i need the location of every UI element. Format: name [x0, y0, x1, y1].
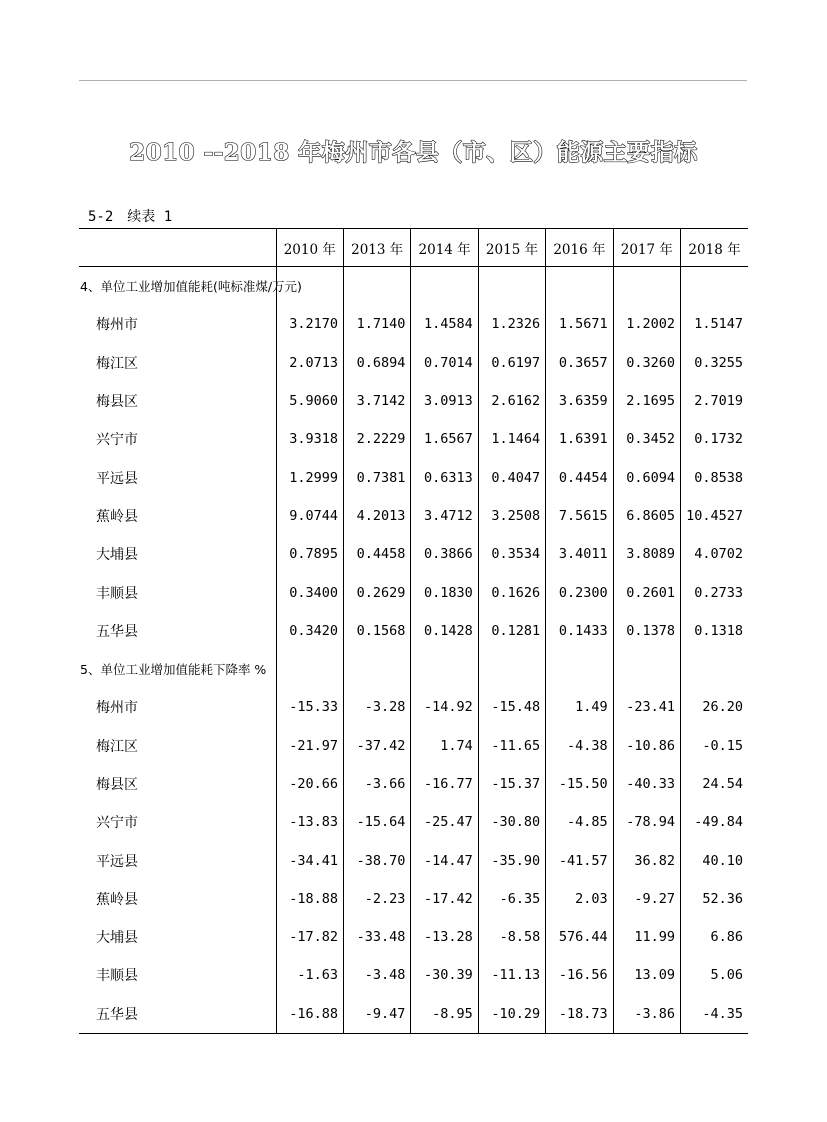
region-name: 蕉岭县	[96, 508, 138, 525]
energy-indicator-table	[79, 228, 748, 1034]
value-cell: -2.23	[343, 880, 410, 918]
value-cell: 0.1830	[411, 573, 478, 611]
table-row	[79, 612, 748, 650]
header-cell-blank	[79, 229, 276, 267]
value-cell: -11.65	[478, 727, 545, 765]
value-cell: 3.7142	[343, 382, 410, 420]
value-cell: -13.83	[276, 803, 343, 841]
table-row	[79, 458, 748, 496]
value-cell: -8.95	[411, 995, 478, 1034]
value-cell: 4.0702	[681, 535, 748, 573]
value-cell: -15.37	[478, 765, 545, 803]
table-row	[79, 995, 748, 1034]
empty-cell	[411, 650, 478, 688]
value-cell: -33.48	[343, 918, 410, 956]
value-cell: 9.0744	[276, 497, 343, 535]
value-cell: 3.4011	[546, 535, 613, 573]
value-cell: 0.1433	[546, 612, 613, 650]
value-cell: 36.82	[613, 841, 680, 879]
value-cell: -15.33	[276, 688, 343, 726]
value-cell: 0.6313	[411, 458, 478, 496]
empty-cell	[411, 267, 478, 306]
empty-cell	[681, 650, 748, 688]
value-cell: -13.28	[411, 918, 478, 956]
empty-cell	[613, 650, 680, 688]
value-cell: -1.63	[276, 956, 343, 994]
header-cell-year: 2013 年	[343, 229, 410, 267]
value-cell: 0.3400	[276, 573, 343, 611]
value-cell: 5.06	[681, 956, 748, 994]
header-cell-year: 2010 年	[276, 229, 343, 267]
region-name: 梅县区	[96, 777, 138, 793]
value-cell: -30.80	[478, 803, 545, 841]
table-body	[79, 267, 748, 1034]
value-cell: -9.27	[613, 880, 680, 918]
value-cell: 0.3255	[681, 344, 748, 382]
value-cell: 0.1626	[478, 573, 545, 611]
value-cell: 1.7140	[343, 305, 410, 343]
value-cell: 52.36	[681, 880, 748, 918]
value-cell: 2.1695	[613, 382, 680, 420]
value-cell: -4.35	[681, 995, 748, 1034]
table-row	[79, 535, 748, 573]
value-cell: 5.9060	[276, 382, 343, 420]
value-cell: 0.2629	[343, 573, 410, 611]
value-cell: 2.03	[546, 880, 613, 918]
value-cell: 3.2170	[276, 305, 343, 343]
value-cell: -14.47	[411, 841, 478, 879]
value-cell: -41.57	[546, 841, 613, 879]
value-cell: -49.84	[681, 803, 748, 841]
value-cell: 3.6359	[546, 382, 613, 420]
value-cell: 0.2300	[546, 573, 613, 611]
value-cell: -0.15	[681, 727, 748, 765]
table-header-row	[79, 229, 748, 267]
table-row	[79, 841, 748, 879]
value-cell: 40.10	[681, 841, 748, 879]
value-cell: -34.41	[276, 841, 343, 879]
value-cell: 1.2326	[478, 305, 545, 343]
table-number: 5-2	[88, 209, 114, 225]
value-cell: 0.4454	[546, 458, 613, 496]
value-cell: -17.42	[411, 880, 478, 918]
value-cell: 0.2733	[681, 573, 748, 611]
value-cell: -40.33	[613, 765, 680, 803]
value-cell: -6.35	[478, 880, 545, 918]
header-cell-year: 2018 年	[681, 229, 748, 267]
region-name: 梅县区	[96, 394, 138, 411]
section-heading: 5、单位工业增加值能耗下降率 %	[80, 662, 267, 678]
value-cell: -15.50	[546, 765, 613, 803]
header-cell-year: 2014 年	[411, 229, 478, 267]
table-row	[79, 344, 748, 382]
value-cell: 0.3534	[478, 535, 545, 573]
empty-cell	[478, 267, 545, 306]
value-cell: 0.7895	[276, 535, 343, 573]
value-cell: 24.54	[681, 765, 748, 803]
region-name: 蕉岭县	[96, 891, 138, 908]
region-name: 丰顺县	[96, 968, 138, 985]
value-cell: 1.1464	[478, 420, 545, 458]
value-cell: 0.7381	[343, 458, 410, 496]
empty-cell	[343, 267, 410, 306]
value-cell: -3.86	[613, 995, 680, 1034]
value-cell: 3.4712	[411, 497, 478, 535]
value-cell: -16.88	[276, 995, 343, 1034]
value-cell: 11.99	[613, 918, 680, 956]
table-row	[79, 880, 748, 918]
value-cell: 0.1318	[681, 612, 748, 650]
value-cell: 3.2508	[478, 497, 545, 535]
value-cell: -15.48	[478, 688, 545, 726]
table-row	[79, 727, 748, 765]
value-cell: 0.7014	[411, 344, 478, 382]
value-cell: 1.5671	[546, 305, 613, 343]
value-cell: 576.44	[546, 918, 613, 956]
value-cell: -18.88	[276, 880, 343, 918]
top-rule	[79, 80, 747, 81]
table-row	[79, 688, 748, 726]
value-cell: -23.41	[613, 688, 680, 726]
table-row	[79, 573, 748, 611]
value-cell: -17.82	[276, 918, 343, 956]
value-cell: 0.4047	[478, 458, 545, 496]
value-cell: 0.1378	[613, 612, 680, 650]
value-cell: 2.0713	[276, 344, 343, 382]
value-cell: 0.8538	[681, 458, 748, 496]
region-name: 大埔县	[96, 547, 138, 564]
value-cell: 1.2002	[613, 305, 680, 343]
value-cell: 0.1568	[343, 612, 410, 650]
value-cell: 2.7019	[681, 382, 748, 420]
value-cell: 0.6197	[478, 344, 545, 382]
region-name: 兴宁市	[96, 432, 138, 449]
empty-cell	[343, 650, 410, 688]
value-cell: -15.64	[343, 803, 410, 841]
value-cell: -30.39	[411, 956, 478, 994]
region-name: 五华县	[96, 623, 138, 640]
value-cell: -37.42	[343, 727, 410, 765]
value-cell: 13.09	[613, 956, 680, 994]
value-cell: 0.3657	[546, 344, 613, 382]
value-cell: 26.20	[681, 688, 748, 726]
header-cell-year: 2016 年	[546, 229, 613, 267]
value-cell: -10.86	[613, 727, 680, 765]
value-cell: 10.4527	[681, 497, 748, 535]
value-cell: -9.47	[343, 995, 410, 1034]
region-name: 梅州市	[96, 700, 138, 717]
table-row	[79, 497, 748, 535]
value-cell: -3.66	[343, 765, 410, 803]
value-cell: 3.0913	[411, 382, 478, 420]
section-heading-row	[79, 650, 748, 688]
value-cell: 3.9318	[276, 420, 343, 458]
value-cell: 0.1281	[478, 612, 545, 650]
region-name: 平远县	[96, 853, 138, 870]
value-cell: -10.29	[478, 995, 545, 1034]
region-name: 丰顺县	[96, 585, 138, 602]
value-cell: 2.6162	[478, 382, 545, 420]
empty-cell	[478, 650, 545, 688]
table-row	[79, 918, 748, 956]
table-row	[79, 382, 748, 420]
value-cell: -3.48	[343, 956, 410, 994]
value-cell: 1.2999	[276, 458, 343, 496]
value-cell: 1.4584	[411, 305, 478, 343]
table-row	[79, 956, 748, 994]
value-cell: 0.1732	[681, 420, 748, 458]
value-cell: -8.58	[478, 918, 545, 956]
value-cell: 0.3420	[276, 612, 343, 650]
region-name: 梅州市	[96, 317, 138, 334]
value-cell: 0.1428	[411, 612, 478, 650]
value-cell: 1.6391	[546, 420, 613, 458]
value-cell: 1.49	[546, 688, 613, 726]
table-row	[79, 765, 748, 803]
table-row	[79, 420, 748, 458]
value-cell: -21.97	[276, 727, 343, 765]
value-cell: -14.92	[411, 688, 478, 726]
value-cell: 0.3866	[411, 535, 478, 573]
value-cell: 6.86	[681, 918, 748, 956]
region-name: 梅江区	[96, 355, 138, 372]
value-cell: -4.38	[546, 727, 613, 765]
value-cell: 2.2229	[343, 420, 410, 458]
table-row	[79, 803, 748, 841]
value-cell: -38.70	[343, 841, 410, 879]
empty-cell	[613, 267, 680, 306]
value-cell: 6.8605	[613, 497, 680, 535]
section-heading-row	[79, 267, 748, 306]
value-cell: 3.8089	[613, 535, 680, 573]
value-cell: -3.28	[343, 688, 410, 726]
region-name: 五华县	[79, 995, 276, 1034]
value-cell: -16.56	[546, 956, 613, 994]
empty-cell	[546, 267, 613, 306]
value-cell: 0.3260	[613, 344, 680, 382]
value-cell: 0.3452	[613, 420, 680, 458]
section-heading: 4、单位工业增加值能耗(吨标准煤/万元)	[80, 279, 302, 295]
value-cell: -25.47	[411, 803, 478, 841]
header-cell-year: 2017 年	[613, 229, 680, 267]
value-cell: -35.90	[478, 841, 545, 879]
value-cell: -78.94	[613, 803, 680, 841]
value-cell: 1.5147	[681, 305, 748, 343]
value-cell: 0.4458	[343, 535, 410, 573]
header-cell-year: 2015 年	[478, 229, 545, 267]
page-title: 2010 --2018 年梅州市各县（市、区）能源主要指标	[129, 139, 698, 166]
value-cell: 0.6094	[613, 458, 680, 496]
value-cell: 7.5615	[546, 497, 613, 535]
region-name: 平远县	[96, 470, 138, 487]
value-cell: 0.6894	[343, 344, 410, 382]
value-cell: -20.66	[276, 765, 343, 803]
empty-cell	[276, 650, 343, 688]
value-cell: -11.13	[478, 956, 545, 994]
value-cell: -16.77	[411, 765, 478, 803]
value-cell: 1.6567	[411, 420, 478, 458]
value-cell: 0.2601	[613, 573, 680, 611]
empty-cell	[681, 267, 748, 306]
value-cell: -18.73	[546, 995, 613, 1034]
region-name: 大埔县	[96, 930, 138, 947]
table-row	[79, 305, 748, 343]
value-cell: 4.2013	[343, 497, 410, 535]
continued-label: 续表 1	[127, 209, 173, 225]
value-cell: -4.85	[546, 803, 613, 841]
value-cell: 1.74	[411, 727, 478, 765]
region-name: 兴宁市	[96, 815, 138, 832]
empty-cell	[546, 650, 613, 688]
table-subtitle	[88, 206, 186, 226]
region-name: 梅江区	[96, 738, 138, 755]
